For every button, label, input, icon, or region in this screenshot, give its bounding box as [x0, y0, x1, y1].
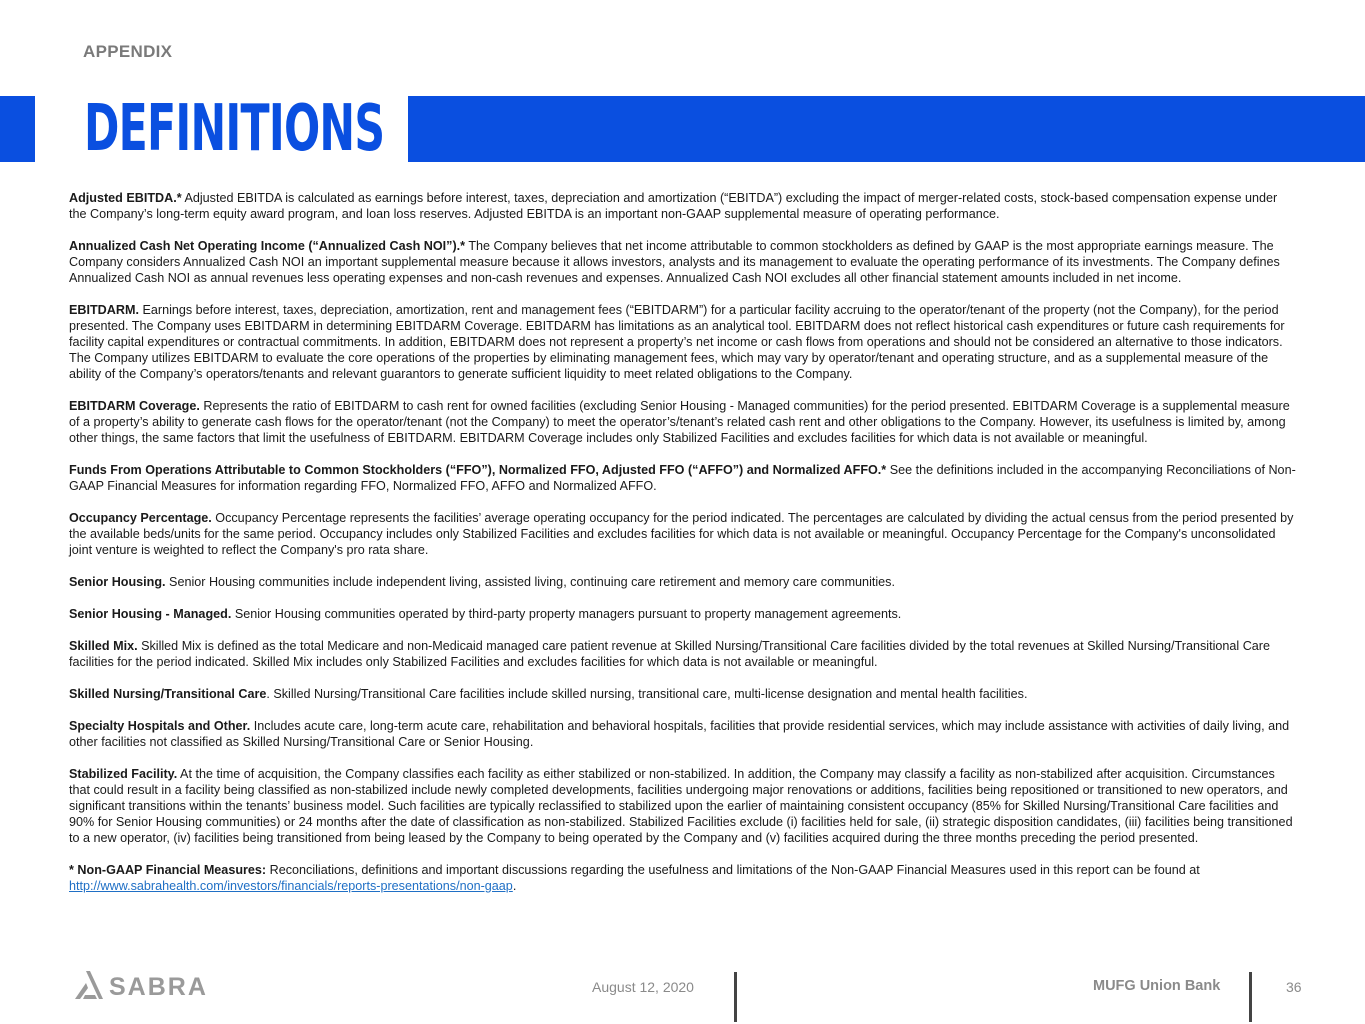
- definition-term: Senior Housing.: [69, 575, 166, 589]
- footer-divider: [734, 972, 737, 1022]
- definition-term: Funds From Operations Attributable to Common Stockholders (“FFO”), Normalized FFO, Adjusted FFO (“AFFO”) and Normalized AFFO.*: [69, 463, 887, 477]
- definition-term: Senior Housing - Managed.: [69, 607, 232, 621]
- definition-term: Specialty Hospitals and Other.: [69, 719, 251, 733]
- definition-adjusted-ebitda: [69, 190, 1297, 222]
- definition-text: . Skilled Nursing/Transitional Care facilities include skilled nursing, transitional care, multi-license designation and mental health facilities.: [266, 687, 1028, 701]
- footnote-term: * Non-GAAP Financial Measures:: [69, 863, 267, 877]
- footer-date: August 12, 2020: [592, 979, 694, 995]
- definition-specialty-hospitals: [69, 718, 1297, 750]
- definition-term: EBITDARM Coverage.: [69, 399, 200, 413]
- definition-text: Occupancy Percentage represents the facilities’ average operating occupancy for the period indicated. The percentages are calculated by dividing the actual census from the period presented by the available beds/units for the same period. Occupancy includes only Stabilized Facilities and excludes facilities for which data is not available or meaningful. Occupancy Percentage for the Company's unconsolidated joint venture is weighted to reflect the Company's pro rata share.: [69, 511, 1294, 557]
- definition-text: Adjusted EBITDA is calculated as earnings before interest, taxes, depreciation and amortization (“EBITDA”) excluding the impact of merger-related costs, stock-based compensation expense under the Company’s long-term equity award program, and loan loss reserves. Adjusted EBITDA is an important non-GAAP supplemental measure of operating performance.: [69, 191, 1278, 221]
- definition-text: Skilled Mix is defined as the total Medicare and non-Medicaid managed care patient revenue at Skilled Nursing/Transitional Care facilities divided by the total revenues at Skilled Nursing/Transitional Care facilities for the period indicated. Skilled Mix includes only Stabilized Facilities and excludes facilities for which data is not available or meaningful.: [69, 639, 1270, 669]
- page-title: DEFINITIONS: [84, 92, 385, 166]
- non-gaap-link[interactable]: http://www.sabrahealth.com/investors/financials/reports-presentations/non-gaap: [69, 879, 513, 893]
- definition-text: See the definitions included in the accompanying Reconciliations of Non-GAAP Financial Measures for information regarding FFO, Normalized FFO, AFFO and Normalized AFFO.: [69, 463, 1296, 493]
- definition-ffo: [69, 462, 1297, 494]
- footnote-text: Reconciliations, definitions and important discussions regarding the usefulness and limitations of the Non-GAAP Financial Measures used in this report can be found at: [266, 863, 1200, 877]
- definition-text: Earnings before interest, taxes, depreciation, amortization, rent and management fees (“EBITDARM”) for a particular facility accruing to the operator/tenant of the property (not the Company), for the period presented. The Company uses EBITDARM in determining EBITDARM Coverage. EBITDARM has limitations as an analytical tool. EBITDARM does not reflect historical cash expenditures or future cash requirements for facility capital expenditures or contractual commitments. In addition, EBITDARM does not represent a property’s net income or cash flows from operations and should not be considered an alternative to those indicators. The Company utilizes EBITDARM to evaluate the core operations of the properties by eliminating management fees, which may vary by operator/tenant and operating structure, and as a supplemental measure of the ability of the Company’s operators/tenants and relevant guarantors to generate sufficient liquidity to meet related obligations to the Company.: [69, 303, 1285, 381]
- definition-annualized-cash-noi: [69, 238, 1297, 286]
- definition-ebitdarm: [69, 302, 1297, 382]
- definition-text: Senior Housing communities include independent living, assisted living, continuing care retirement and memory care communities.: [165, 575, 895, 589]
- footnote-non-gaap: [69, 862, 1297, 894]
- footer-bank-name: MUFG Union Bank: [1093, 978, 1221, 994]
- definition-text: Represents the ratio of EBITDARM to cash rent for owned facilities (excluding Senior Housing - Managed communities) for the period presented. EBITDARM Coverage is a supplemental measure of a property’s ability to generate cash flows for the operator/tenant (not the Company) to meet the operator’s/tenant’s related cash rent and other obligations to the Company. However, its usefulness is limited by, among other things, the same factors that limit the usefulness of EBITDARM. EBITDARM Coverage includes only Stabilized Facilities and excludes facilities for which data is not available or meaningful.: [69, 399, 1290, 445]
- definition-skilled-nursing: [69, 686, 1297, 702]
- definition-term: EBITDARM.: [69, 303, 139, 317]
- definition-term: Skilled Nursing/Transitional Care: [69, 687, 267, 701]
- section-label: APPENDIX: [83, 42, 173, 61]
- definition-term: Occupancy Percentage.: [69, 511, 212, 525]
- definition-text: Includes acute care, long-term acute care, rehabilitation and behavioral hospitals, facilities that provide residential services, which may include assistance with activities of daily living, and other facilities not classified as Skilled Nursing/Transitional Care or Senior Housing.: [69, 719, 1290, 749]
- definitions-list: [69, 190, 1297, 910]
- title-accent-bar-right: [408, 96, 1365, 162]
- definition-term: Stabilized Facility.: [69, 767, 178, 781]
- definition-text: The Company believes that net income attributable to common stockholders as defined by GAAP is the most appropriate earnings measure. The Company considers Annualized Cash NOI an important supplemental measure because it allows investors, analysts and its management to evaluate the operating performance of its investments. The Company defines Annualized Cash NOI as annual revenues less operating expenses and non-cash revenues and expenses. Annualized Cash NOI excludes all other financial statement amounts included in net income.: [69, 239, 1280, 285]
- title-accent-bar-left: [0, 96, 35, 162]
- footer-divider: [1249, 972, 1252, 1022]
- definition-term: Skilled Mix.: [69, 639, 138, 653]
- definition-stabilized-facility: [69, 766, 1297, 846]
- definition-text: Senior Housing communities operated by third-party property managers pursuant to property management agreements.: [231, 607, 902, 621]
- definition-skilled-mix: [69, 638, 1297, 670]
- definition-senior-housing-managed: [69, 606, 1297, 622]
- definition-text: At the time of acquisition, the Company classifies each facility as either stabilized or non-stabilized. In addition, the Company may classify a facility as non-stabilized after acquisition. Circumstances that could result in a facility being classified as non-stabilized include newly completed developments, facilities undergoing major renovations or additions, facilities being repositioned or transitioned to new operators, and significant transitions within the tenants’ business model. Such facilities are typically reclassified to stabilized upon the earlier of maintaining consistent occupancy (85% for Skilled Nursing/Transitional Care facilities and 90% for Senior Housing communities) or 24 months after the date of classification as non-stabilized. Stabilized Facilities exclude (i) facilities held for sale, (ii) strategic disposition candidates, (iii) facilities being transitioned to a new operator, (iv) facilities being transitioned from being leased by the Company to being operated by the Company and (v) facilities acquired during the three months preceding the period presented.: [69, 767, 1293, 845]
- definition-ebitdarm-coverage: [69, 398, 1297, 446]
- sabra-logo-mark-icon: [75, 971, 103, 999]
- footnote-end: .: [512, 879, 517, 893]
- definition-term: Annualized Cash Net Operating Income (“Annualized Cash NOI”).*: [69, 239, 466, 253]
- definition-senior-housing: [69, 574, 1297, 590]
- sabra-logo-text: SABRA: [109, 973, 208, 1001]
- definition-term: Adjusted EBITDA.*: [69, 191, 182, 205]
- sabra-logo: [73, 969, 233, 1001]
- definition-occupancy-percentage: [69, 510, 1297, 558]
- page-number: 36: [1286, 979, 1302, 995]
